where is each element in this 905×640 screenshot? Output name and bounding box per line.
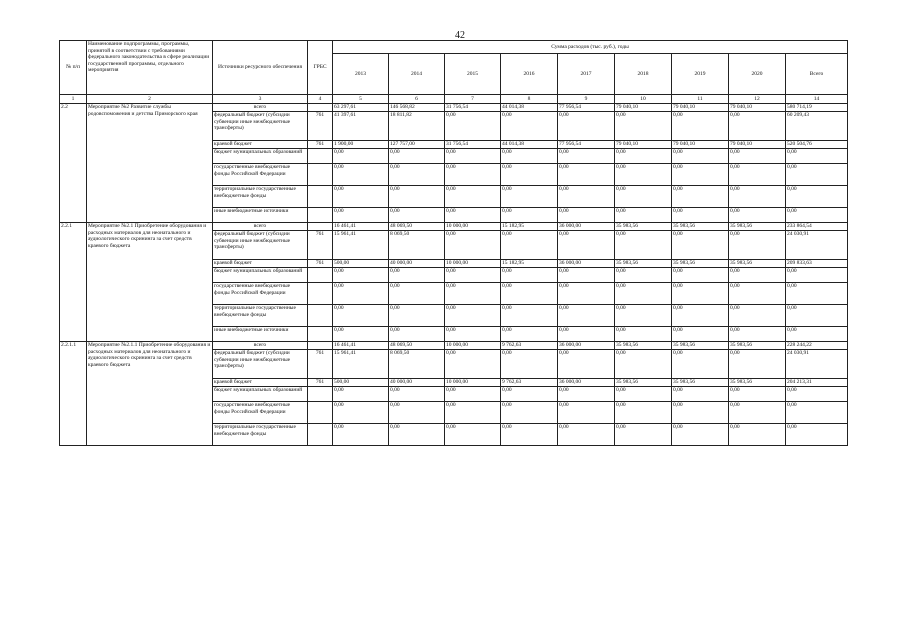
header-num: № п/п: [60, 41, 87, 95]
column-number-row: [60, 95, 848, 104]
year-value: 79 040,10: [672, 141, 729, 149]
year-value: 0,00: [389, 149, 445, 164]
year-value: 0,00: [672, 231, 729, 260]
funding-source: государственные внебюджетные фонды Российской Федерации: [213, 283, 308, 305]
year-value: 0,00: [729, 327, 786, 342]
column-number: 7: [445, 95, 501, 104]
funding-source: бюджет муниципальных образований: [213, 268, 308, 283]
total-value: 0,00: [786, 268, 848, 283]
year-value: 0,00: [445, 350, 501, 379]
year-value: 0,00: [389, 327, 445, 342]
year-value: 0,00: [672, 424, 729, 446]
year-value: 0,00: [501, 327, 558, 342]
year-value: 0,00: [333, 208, 389, 223]
year-value: 35 983,56: [672, 223, 729, 231]
grbs-code: [308, 342, 333, 350]
year-value: 0,00: [333, 402, 389, 424]
table-body: [60, 104, 848, 446]
header-year: Всего: [786, 54, 848, 95]
year-value: 0,00: [333, 424, 389, 446]
table-row: [60, 342, 848, 350]
year-value: 9 762,63: [501, 342, 558, 350]
year-value: 40 000,00: [389, 379, 445, 387]
funding-source: государственные внебюджетные фонды Российской Федерации: [213, 164, 308, 186]
funding-source: иные внебюджетные источники: [213, 327, 308, 342]
header-year: 2015: [445, 54, 501, 95]
total-value: 0,00: [786, 327, 848, 342]
year-value: 0,00: [558, 283, 615, 305]
year-value: 18 811,82: [389, 112, 445, 141]
year-value: 0,00: [445, 112, 501, 141]
item-name: Мероприятие №2 Развитие службы родовспоможения и детства Приморского края: [87, 104, 213, 223]
year-value: 500,00: [333, 260, 389, 268]
year-value: 0,00: [729, 112, 786, 141]
year-value: 0,00: [558, 186, 615, 208]
grbs-code: [308, 186, 333, 208]
column-number: 6: [389, 95, 445, 104]
year-value: 0,00: [445, 402, 501, 424]
year-value: 0,00: [445, 283, 501, 305]
column-number: 14: [786, 95, 848, 104]
year-value: 0,00: [445, 424, 501, 446]
year-value: 15 961,41: [333, 231, 389, 260]
header-name: Наименование подпрограммы, программы, принятой в соответствии с требованиями федерального законодательства в сфере реализации государственной программы, отдельного мероприятия: [87, 41, 213, 95]
year-value: 0,00: [672, 350, 729, 379]
year-value: 0,00: [501, 350, 558, 379]
year-value: 0,00: [615, 186, 672, 208]
header-year: 2019: [672, 54, 729, 95]
header-year: 2016: [501, 54, 558, 95]
year-value: 0,00: [445, 305, 501, 327]
total-value: 520 504,76: [786, 141, 848, 149]
column-number: 11: [672, 95, 729, 104]
year-value: 0,00: [672, 268, 729, 283]
year-value: 0,00: [729, 350, 786, 379]
year-value: 44 014,38: [501, 104, 558, 112]
total-value: 0,00: [786, 208, 848, 223]
grbs-code: 761: [308, 260, 333, 268]
year-value: 35 983,56: [729, 223, 786, 231]
year-value: 10 000,00: [445, 260, 501, 268]
year-value: 0,00: [672, 387, 729, 402]
year-value: 0,00: [445, 208, 501, 223]
year-value: 0,00: [389, 186, 445, 208]
year-value: 79 040,10: [615, 104, 672, 112]
year-value: 0,00: [558, 164, 615, 186]
year-value: 77 956,54: [558, 104, 615, 112]
year-value: 35 983,56: [615, 379, 672, 387]
year-value: 0,00: [501, 305, 558, 327]
year-value: 31 756,54: [445, 104, 501, 112]
year-value: 36 000,00: [558, 342, 615, 350]
year-value: 0,00: [445, 327, 501, 342]
year-value: 0,00: [333, 327, 389, 342]
funding-source: территориальные государственные внебюджетные фонды: [213, 305, 308, 327]
year-value: 0,00: [558, 424, 615, 446]
column-number: 9: [558, 95, 615, 104]
grbs-code: [308, 149, 333, 164]
year-value: 36 000,00: [558, 260, 615, 268]
column-number: 3: [213, 95, 308, 104]
year-value: 127 757,00: [389, 141, 445, 149]
year-value: 77 956,54: [558, 141, 615, 149]
item-name: Мероприятие №2.1 Приобретение оборудования и расходных материалов для неонатального и аудиологического скрининга за счет средств краевого бюджета: [87, 223, 213, 342]
year-value: 0,00: [615, 327, 672, 342]
year-value: 16 461,41: [333, 342, 389, 350]
year-value: 0,00: [389, 402, 445, 424]
page-number: 42: [455, 30, 465, 41]
year-value: 0,00: [615, 268, 672, 283]
header-grbs: ГРБС: [308, 41, 333, 95]
year-value: 0,00: [558, 268, 615, 283]
year-value: 0,00: [615, 350, 672, 379]
year-value: 15 961,41: [333, 350, 389, 379]
total-value: 0,00: [786, 424, 848, 446]
year-value: 0,00: [389, 387, 445, 402]
year-value: 0,00: [615, 305, 672, 327]
funding-source: бюджет муниципальных образований: [213, 387, 308, 402]
year-value: 0,00: [729, 149, 786, 164]
year-value: 0,00: [501, 268, 558, 283]
year-value: 0,00: [672, 402, 729, 424]
year-value: 0,00: [333, 305, 389, 327]
total-value: 0,00: [786, 305, 848, 327]
year-value: 0,00: [729, 268, 786, 283]
year-value: 0,00: [445, 164, 501, 186]
grbs-code: [308, 223, 333, 231]
grbs-code: 761: [308, 231, 333, 260]
total-value: 0,00: [786, 387, 848, 402]
year-value: 0,00: [501, 149, 558, 164]
year-value: 146 568,82: [389, 104, 445, 112]
year-value: 0,00: [333, 149, 389, 164]
total-value: 24 030,91: [786, 231, 848, 260]
year-value: 36 000,00: [558, 223, 615, 231]
grbs-code: 761: [308, 379, 333, 387]
grbs-code: [308, 387, 333, 402]
total-value: 228 244,22: [786, 342, 848, 350]
year-value: 0,00: [558, 387, 615, 402]
funding-source: краевой бюджет: [213, 379, 308, 387]
column-number: 4: [308, 95, 333, 104]
funding-source: всего: [213, 223, 308, 231]
year-value: 16 461,41: [333, 223, 389, 231]
year-value: 79 040,10: [615, 141, 672, 149]
year-value: 0,00: [445, 186, 501, 208]
year-value: 0,00: [389, 164, 445, 186]
column-number: 2: [87, 95, 213, 104]
grbs-code: [308, 208, 333, 223]
year-value: 1 900,00: [333, 141, 389, 149]
funding-source: федеральный бюджет (субсидии субвенции иные межбюджетные трансферты): [213, 231, 308, 260]
year-value: 0,00: [729, 387, 786, 402]
grbs-code: [308, 424, 333, 446]
year-value: 79 040,10: [729, 141, 786, 149]
year-value: 0,00: [445, 149, 501, 164]
year-value: 0,00: [615, 387, 672, 402]
funding-source: федеральный бюджет (субсидии субвенции иные межбюджетные трансферты): [213, 350, 308, 379]
year-value: 44 014,38: [501, 141, 558, 149]
year-value: 40 000,00: [389, 260, 445, 268]
year-value: 0,00: [389, 208, 445, 223]
year-value: 0,00: [672, 164, 729, 186]
item-code: 2.2: [60, 104, 87, 223]
year-value: 0,00: [333, 268, 389, 283]
year-value: 0,00: [672, 186, 729, 208]
year-value: 0,00: [501, 424, 558, 446]
total-value: 580 714,19: [786, 104, 848, 112]
year-value: 0,00: [672, 208, 729, 223]
year-value: 0,00: [501, 186, 558, 208]
funding-source: всего: [213, 104, 308, 112]
column-number: 10: [615, 95, 672, 104]
total-value: 24 030,91: [786, 350, 848, 379]
year-value: 0,00: [389, 268, 445, 283]
funding-source: всего: [213, 342, 308, 350]
year-value: 0,00: [558, 208, 615, 223]
year-value: 0,00: [672, 283, 729, 305]
year-value: 35 983,56: [672, 342, 729, 350]
budget-table: [59, 40, 848, 446]
year-value: 10 000,00: [445, 379, 501, 387]
funding-source: краевой бюджет: [213, 141, 308, 149]
year-value: 0,00: [558, 305, 615, 327]
year-value: 0,00: [501, 283, 558, 305]
year-value: 79 040,10: [729, 104, 786, 112]
year-value: 0,00: [615, 164, 672, 186]
year-value: 0,00: [672, 112, 729, 141]
column-number: 1: [60, 95, 87, 104]
table-header: [60, 41, 848, 104]
header-year: 2020: [729, 54, 786, 95]
year-value: 8 069,50: [389, 350, 445, 379]
year-value: 9 762,63: [501, 379, 558, 387]
funding-source: краевой бюджет: [213, 260, 308, 268]
year-value: 0,00: [729, 402, 786, 424]
grbs-code: [308, 327, 333, 342]
grbs-code: [308, 104, 333, 112]
year-value: 0,00: [729, 231, 786, 260]
year-value: 0,00: [445, 387, 501, 402]
year-value: 31 756,54: [445, 141, 501, 149]
grbs-code: 761: [308, 112, 333, 141]
year-value: 15 182,95: [501, 223, 558, 231]
year-value: 36 000,00: [558, 379, 615, 387]
year-value: 0,00: [558, 149, 615, 164]
year-value: 0,00: [333, 387, 389, 402]
header-year: 2013: [333, 54, 389, 95]
year-value: 35 983,56: [615, 342, 672, 350]
year-value: 0,00: [445, 268, 501, 283]
table-row: [60, 104, 848, 112]
year-value: 0,00: [729, 305, 786, 327]
grbs-code: 761: [308, 141, 333, 149]
year-value: 0,00: [615, 424, 672, 446]
year-value: 0,00: [615, 283, 672, 305]
header-year: 2017: [558, 54, 615, 95]
item-code: 2.2.1.1: [60, 342, 87, 446]
year-value: 0,00: [445, 231, 501, 260]
column-number: 8: [501, 95, 558, 104]
total-value: 0,00: [786, 402, 848, 424]
funding-source: территориальные государственные внебюджетные фонды: [213, 186, 308, 208]
grbs-code: [308, 268, 333, 283]
year-value: 0,00: [501, 231, 558, 260]
year-value: 8 069,50: [389, 231, 445, 260]
year-value: 0,00: [729, 283, 786, 305]
year-value: 0,00: [389, 283, 445, 305]
year-value: 500,00: [333, 379, 389, 387]
year-value: 41 397,61: [333, 112, 389, 141]
year-value: 0,00: [501, 208, 558, 223]
grbs-code: 761: [308, 350, 333, 379]
year-value: 48 069,50: [389, 342, 445, 350]
funding-source: бюджет муниципальных образований: [213, 149, 308, 164]
header-source: Источники ресурсного обеспечения: [213, 41, 308, 95]
funding-source: федеральный бюджет (субсидии субвенции иные межбюджетные трансферты): [213, 112, 308, 141]
total-value: 0,00: [786, 149, 848, 164]
year-value: 0,00: [729, 208, 786, 223]
total-value: 204 213,31: [786, 379, 848, 387]
year-value: 35 983,56: [729, 260, 786, 268]
funding-source: государственные внебюджетные фонды Российской Федерации: [213, 402, 308, 424]
total-value: 209 833,63: [786, 260, 848, 268]
total-value: 0,00: [786, 283, 848, 305]
year-value: 35 983,56: [729, 342, 786, 350]
year-value: 0,00: [615, 402, 672, 424]
item-name: Мероприятие №2.1.1 Приобретение оборудования и расходных материалов для неонатального и аудиологического скрининга за счет средств краевого бюджета: [87, 342, 213, 446]
grbs-code: [308, 164, 333, 186]
grbs-code: [308, 305, 333, 327]
year-value: 0,00: [333, 186, 389, 208]
year-value: 0,00: [615, 112, 672, 141]
year-value: 0,00: [615, 208, 672, 223]
year-value: 48 069,50: [389, 223, 445, 231]
year-value: 0,00: [558, 231, 615, 260]
table-row: [60, 223, 848, 231]
year-value: 0,00: [729, 186, 786, 208]
year-value: 63 297,61: [333, 104, 389, 112]
year-value: 0,00: [558, 350, 615, 379]
year-value: 0,00: [501, 112, 558, 141]
year-value: 35 983,56: [729, 379, 786, 387]
total-value: 60 209,43: [786, 112, 848, 141]
year-value: 35 983,56: [615, 223, 672, 231]
year-value: 0,00: [501, 164, 558, 186]
year-value: 0,00: [558, 327, 615, 342]
year-value: 0,00: [501, 387, 558, 402]
column-number: 5: [333, 95, 389, 104]
year-value: 35 983,56: [615, 260, 672, 268]
year-value: 0,00: [333, 283, 389, 305]
year-value: 0,00: [333, 164, 389, 186]
header-sum: Сумма расходов (тыс. руб.), годы: [333, 41, 848, 54]
year-value: 35 983,56: [672, 260, 729, 268]
year-value: 0,00: [672, 149, 729, 164]
year-value: 0,00: [729, 424, 786, 446]
year-value: 0,00: [558, 112, 615, 141]
total-value: 0,00: [786, 164, 848, 186]
year-value: 0,00: [389, 305, 445, 327]
year-value: 0,00: [672, 305, 729, 327]
year-value: 35 983,56: [672, 379, 729, 387]
year-value: 79 040,10: [672, 104, 729, 112]
header-year: 2018: [615, 54, 672, 95]
year-value: 0,00: [672, 327, 729, 342]
grbs-code: [308, 283, 333, 305]
column-number: 12: [729, 95, 786, 104]
funding-source: иные внебюджетные источники: [213, 208, 308, 223]
year-value: 10 000,00: [445, 342, 501, 350]
funding-source: территориальные государственные внебюджетные фонды: [213, 424, 308, 446]
grbs-code: [308, 402, 333, 424]
header-year: 2014: [389, 54, 445, 95]
year-value: 0,00: [615, 231, 672, 260]
item-code: 2.2.1: [60, 223, 87, 342]
year-value: 10 000,00: [445, 223, 501, 231]
year-value: 0,00: [729, 164, 786, 186]
year-value: 15 182,95: [501, 260, 558, 268]
year-value: 0,00: [389, 424, 445, 446]
year-value: 0,00: [615, 149, 672, 164]
total-value: 0,00: [786, 186, 848, 208]
total-value: 233 864,54: [786, 223, 848, 231]
year-value: 0,00: [558, 402, 615, 424]
year-value: 0,00: [501, 402, 558, 424]
